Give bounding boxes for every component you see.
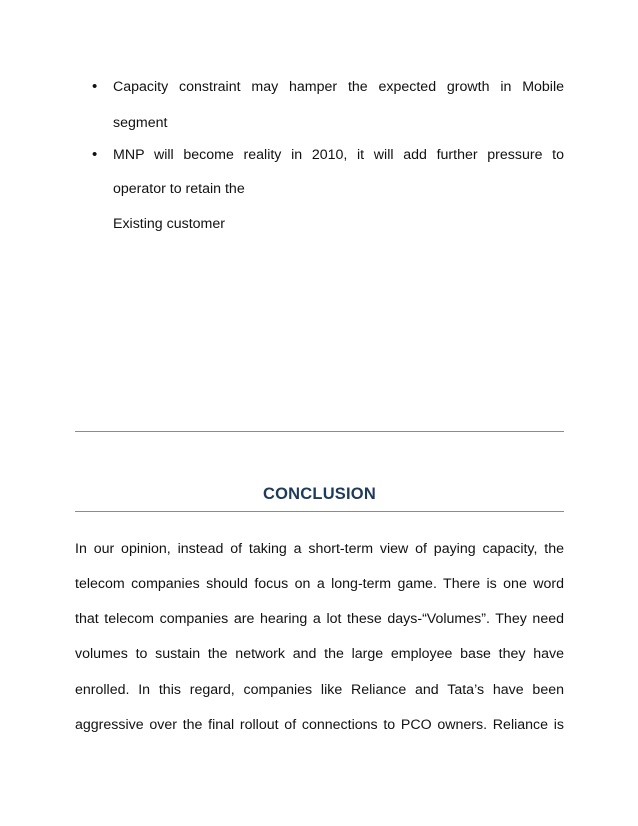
paragraph-line: that telecom companies are hearing a lot these days-“Volumes”. They need [75, 611, 564, 627]
bullet-line: MNP will become reality in 2010, it will add further pressure to [113, 147, 564, 163]
paragraph-line: volumes to sustain the network and the large employee base they have [75, 646, 564, 662]
conclusion-heading: CONCLUSION [263, 485, 376, 503]
section-divider-top [75, 431, 564, 432]
bullet-icon: • [92, 146, 98, 163]
paragraph-line: aggressive over the final rollout of connections to PCO owners. Reliance is [75, 717, 564, 733]
paragraph-line: In our opinion, instead of taking a short-term view of paying capacity, the [75, 541, 564, 557]
bullet-line: Existing customer [113, 216, 225, 232]
bullet-line: operator to retain the [113, 181, 245, 197]
bullet-line: Capacity constraint may hamper the expected growth in Mobile [113, 79, 564, 95]
bullet-line: segment [113, 115, 168, 131]
paragraph-line: enrolled. In this regard, companies like Reliance and Tata’s have been [75, 682, 564, 698]
bullet-icon: • [92, 78, 98, 95]
heading-underline [75, 511, 564, 512]
paragraph-line: telecom companies should focus on a long-term game. There is one word [75, 576, 564, 592]
